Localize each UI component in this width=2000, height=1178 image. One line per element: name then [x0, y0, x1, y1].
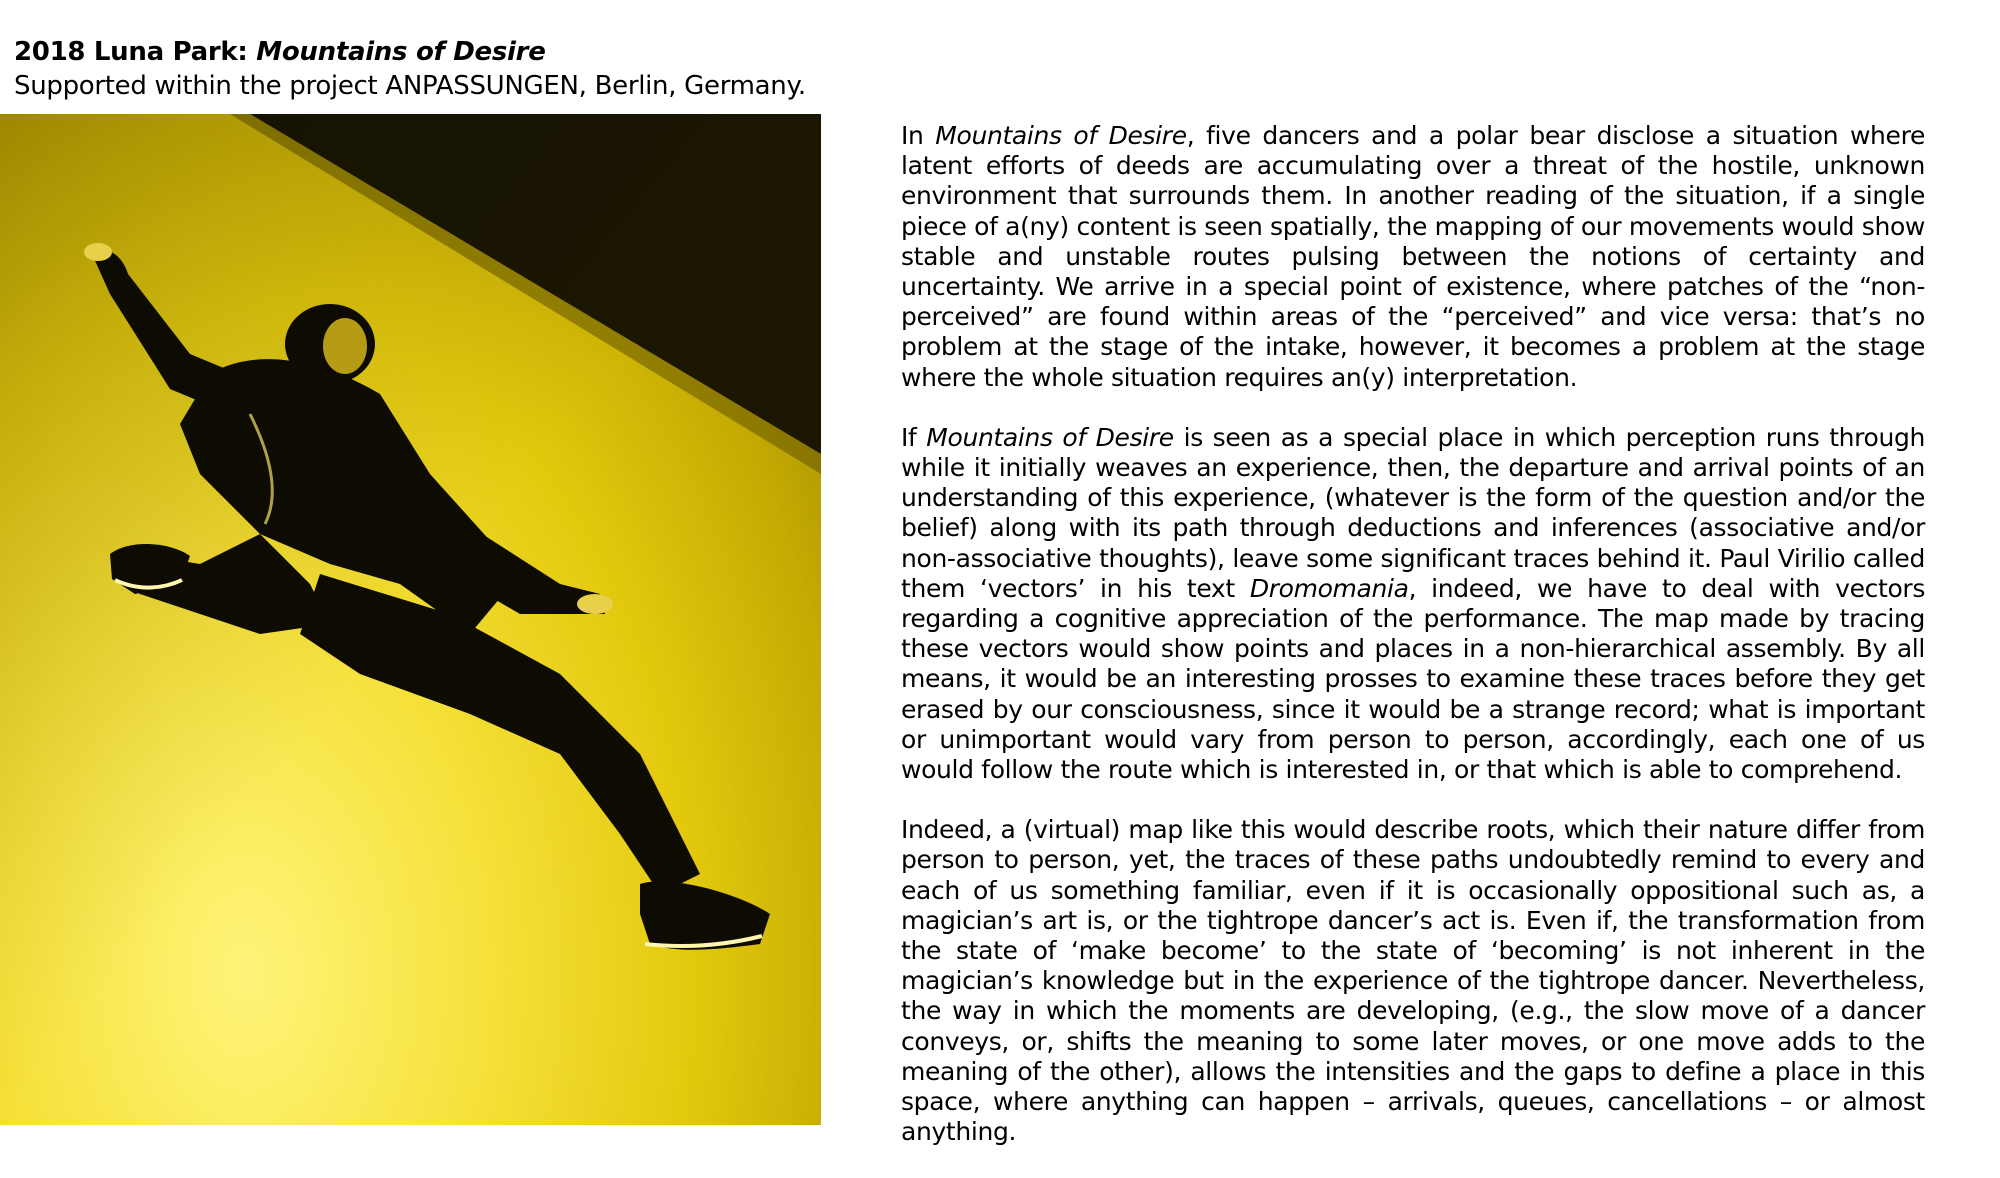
hand-left [84, 243, 112, 261]
title-prefix: 2018 Luna Park: [14, 37, 257, 67]
dancer-photo [0, 114, 821, 1125]
header [14, 34, 1014, 102]
paragraph-1-italic: Mountains of Desire [935, 121, 1187, 150]
paragraph-2 [901, 423, 1925, 785]
dancer-illustration [0, 114, 821, 1125]
page-subtitle: Supported within the project ANPASSUNGEN, Berlin, Germany. [14, 71, 806, 101]
paragraph-2-italic-d: Dromomania [1249, 573, 1409, 603]
paragraph-2-italic-b: Mountains of Desire [926, 422, 1174, 452]
paragraph-1-text-a: In [901, 121, 936, 150]
paragraph-2-text-e: , indeed, we have to deal with vectors regarding a cognitive appreciation of the performance. The map made by tracing these vectors would show points and places in a non-hierarchical assembly. By all means, it would be an interesting prosses to examine these traces before they get erased by our consciousness, since it would be a strange record; what is important or unimportant would vary from person to person, accordingly, each one of us would follow the route which is interested in, or that which is able to comprehend. [901, 573, 1926, 785]
face [323, 318, 367, 374]
title-italic: Mountains of Desire [256, 37, 546, 67]
paragraph-1-text-c: , five dancers and a polar bear disclose a situation where latent efforts of deeds are accumulating over a threat of the hostile, unknown environment that surrounds them. In another reading of the situation, if a single piece of a(ny) content is seen spatially, the mapping of our movements would show stable and unstable routes pulsing between the notions of certainty and uncertainty. We arrive in a special point of existence, where patches of the “non-perceived” are found within areas of the “perceived” and vice versa: that’s no problem at the stage of the intake, however, it becomes a problem at the stage where the whole situation requires an(y) interpretation. [901, 121, 1925, 392]
paragraph-2-text-c: is seen as a special place in which perception runs through while it initially weaves an experience, then, the departure and arrival points of an understanding of this experience, (whatever is the form of the question and/or the belief) along with its path through deductions and inferences (associative and/or non-associative thoughts), leave some significant traces behind it. Paul Virilio called them ‘vectors’ in his text [901, 422, 1925, 603]
paragraph-1 [901, 121, 1925, 393]
paragraph-2-text-a: If [901, 422, 927, 452]
body-text [901, 121, 1925, 1178]
paragraph-3: Indeed, a (virtual) map like this would describe roots, which their nature differ from person to person, yet, the traces of these paths undoubtedly remind to every and each of us something familiar, even if it is occasionally oppositional such as, a magician’s art is, or the tightrope dancer’s act is. Even if, the transformation from the state of ‘make become’ to the state of ‘becoming’ is not inherent in the magician’s knowledge but in the experience of the tightrope dancer. Nevertheless, the way in which the moments are developing, (e.g., the slow move of a dancer conveys, or, shifts the meaning to some later moves, or one move adds to the meaning of the other), allows the intensities and the gaps to define a place in this space, where anything can happen – arrivals, queues, cancellations – or almost anything. [901, 815, 1925, 1147]
page-title [14, 34, 1014, 70]
hand-right [577, 594, 613, 614]
